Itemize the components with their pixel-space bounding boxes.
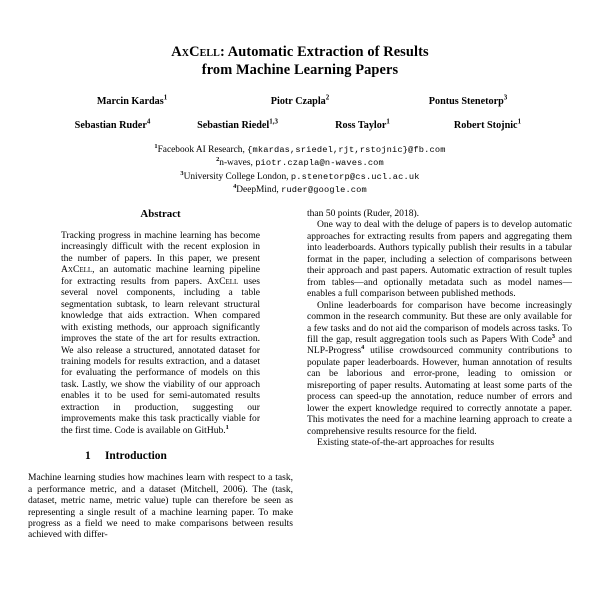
author-name: Robert Stojnic xyxy=(453,120,518,131)
affiliation-line-2 xyxy=(0,157,600,170)
author-name: Marcin Kardas xyxy=(96,96,164,107)
title-line-1-rest: : Automatic Extraction of Results xyxy=(219,44,429,60)
affiliation-org: University College London, xyxy=(183,171,289,182)
author-affiliation-mark: 1 xyxy=(386,118,390,126)
author-name: Ross Taylor xyxy=(335,120,387,131)
author-piotr-czapla xyxy=(216,96,384,108)
affiliation-email: piotr.czapla@n-waves.com xyxy=(255,158,384,169)
abstract-section xyxy=(61,208,260,436)
section-heading-introduction xyxy=(28,450,293,463)
affiliation-org: Facebook AI Research, xyxy=(157,145,245,155)
title-axcell-c: C xyxy=(189,44,200,60)
author-affiliation-mark: 3 xyxy=(503,94,508,102)
continued-line: than 50 points (Ruder, 2018). xyxy=(307,208,420,219)
affiliation-line-1 xyxy=(0,144,600,157)
author-row-2 xyxy=(0,120,600,132)
author-ross-taylor xyxy=(300,120,425,132)
author-affiliation-mark: 4 xyxy=(146,118,151,126)
right-paragraph-3 xyxy=(307,300,572,437)
right-paragraph-4: Existing state-of-the-art approaches for results xyxy=(317,437,495,449)
introduction-paragraph-1: Machine learning studies how machines learn with respect to a task, a performance metric, and a dataset (Mitchell, 2006). The (task, dataset, metric name, metric value) tuple can therefore be seen as representing a single result of a machine learning paper. To make progress as a field we need to make comparisons between results achieved with differ- xyxy=(28,472,293,541)
author-sebastian-riedel xyxy=(175,120,300,132)
title-line-1 xyxy=(171,44,428,60)
author-affiliation-mark: 1 xyxy=(163,94,168,102)
affiliation-email: {mkardas,sriedel,rjt,rstojnic}@fb.com xyxy=(247,145,446,155)
author-affiliation-mark: 1 xyxy=(517,118,522,126)
author-pontus-stenetorp xyxy=(384,96,552,108)
affiliation-mark: 2 xyxy=(216,156,220,164)
title-block xyxy=(0,0,600,79)
footnote-mark-3[interactable]: 3 xyxy=(551,332,556,340)
affiliation-email: p.stenetorp@cs.ucl.ac.uk xyxy=(290,171,420,182)
author-robert-stojnic xyxy=(425,120,550,132)
author-row-1 xyxy=(0,96,600,108)
affiliation-org: n-waves, xyxy=(219,158,253,169)
abstract-text-2: , an automatic machine learning pipeline for extracting results from papers. xyxy=(61,264,260,287)
affiliation-mark: 4 xyxy=(233,182,237,190)
author-affiliation-mark: 2 xyxy=(325,94,330,102)
affiliation-org: DeepMind, xyxy=(236,184,279,195)
abstract-heading: Abstract xyxy=(140,208,181,220)
abstract-text-1: Tracking progress in machine learning has become increasingly difficult with the recent explosion in the number of papers. In this paper, we present xyxy=(61,230,260,264)
title-axcell-a: A xyxy=(171,44,182,60)
footnote-mark-4[interactable]: 4 xyxy=(361,344,365,352)
affiliation-email: ruder@google.com xyxy=(281,184,367,195)
author-affiliation-mark: 1,3 xyxy=(269,118,278,126)
abstract-axcell-2: AxCell xyxy=(207,275,239,287)
abstract-paragraph xyxy=(61,230,260,436)
author-name: Sebastian Ruder xyxy=(74,120,147,131)
abstract-axcell-1: AxCell xyxy=(61,264,93,276)
title-axcell-ell: ell xyxy=(199,44,220,60)
right-paragraph-2: One way to deal with the deluge of papers is to develop automatic approaches for extracting results from papers and aggregating them into leaderboards. Authors typically publish their results in a tabular format in the paper, including a selection of comparisons between their approach and past papers. Automatic extraction of result tuples from tables—and optionally metadata such as model names—enables a full comparison between published methods. xyxy=(307,219,572,300)
right-paragraph-3-text-3: utilise crowdsourced community contributions to populate paper leaderboards. However, human annotation of results can be laborious and error-prone, leading to omission or misreporting of paper results. Automating at least some parts of the process can speed-up the annotation, reduce number of errors and lower the expert knowledge required to correctly annotate a paper. This motivates the need for a machine learning approach to create a comprehensive results resource for the field. xyxy=(307,345,572,437)
right-paragraph-3-text-2: and NLP-Progress xyxy=(307,333,572,357)
abstract-text-3: uses several novel components, including a table segmentation subtask, to learn relevant structural knowledge that aids extraction. When compared with existing methods, our approach significantly improves the state of the art for results extraction. We also release a structured, annotated dataset for training models for results extraction, and a dataset for evaluating the performance of models on this task. Lastly, we show the viability of our approach enables it to be used for semi-automated results extraction in production, suggesting our improvements make this task practically viable for the first time. Code is available on GitHub. xyxy=(61,275,261,436)
title-line-2: from Machine Learning Papers xyxy=(201,61,399,78)
author-name: Piotr Czapla xyxy=(270,96,326,107)
title-axcell-x: x xyxy=(181,44,190,60)
affiliation-block xyxy=(0,144,600,197)
author-name: Pontus Stenetorp xyxy=(428,96,504,107)
author-block xyxy=(0,96,600,132)
author-marcin-kardas xyxy=(48,96,216,108)
affiliation-mark: 3 xyxy=(180,169,184,177)
body-columns xyxy=(0,208,600,600)
section-number: 1 xyxy=(85,450,91,463)
author-sebastian-ruder xyxy=(50,120,175,132)
affiliation-mark: 1 xyxy=(154,142,158,150)
right-paragraph-3-text-1: Online leaderboards for comparison have become increasingly common in the research community. But these are only available for a few tasks and do not aid the comparison of models across tasks. To fill the gap, result aggregation tools such as Papers With Code xyxy=(307,299,572,345)
affiliation-line-3 xyxy=(0,171,600,184)
author-name: Sebastian Riedel xyxy=(197,120,270,131)
left-column xyxy=(28,208,293,600)
page-title xyxy=(0,44,600,79)
section-title: Introduction xyxy=(105,450,167,463)
right-column xyxy=(307,208,572,600)
abstract-footnote-mark[interactable]: 1 xyxy=(225,423,229,431)
affiliation-line-4 xyxy=(0,184,600,197)
